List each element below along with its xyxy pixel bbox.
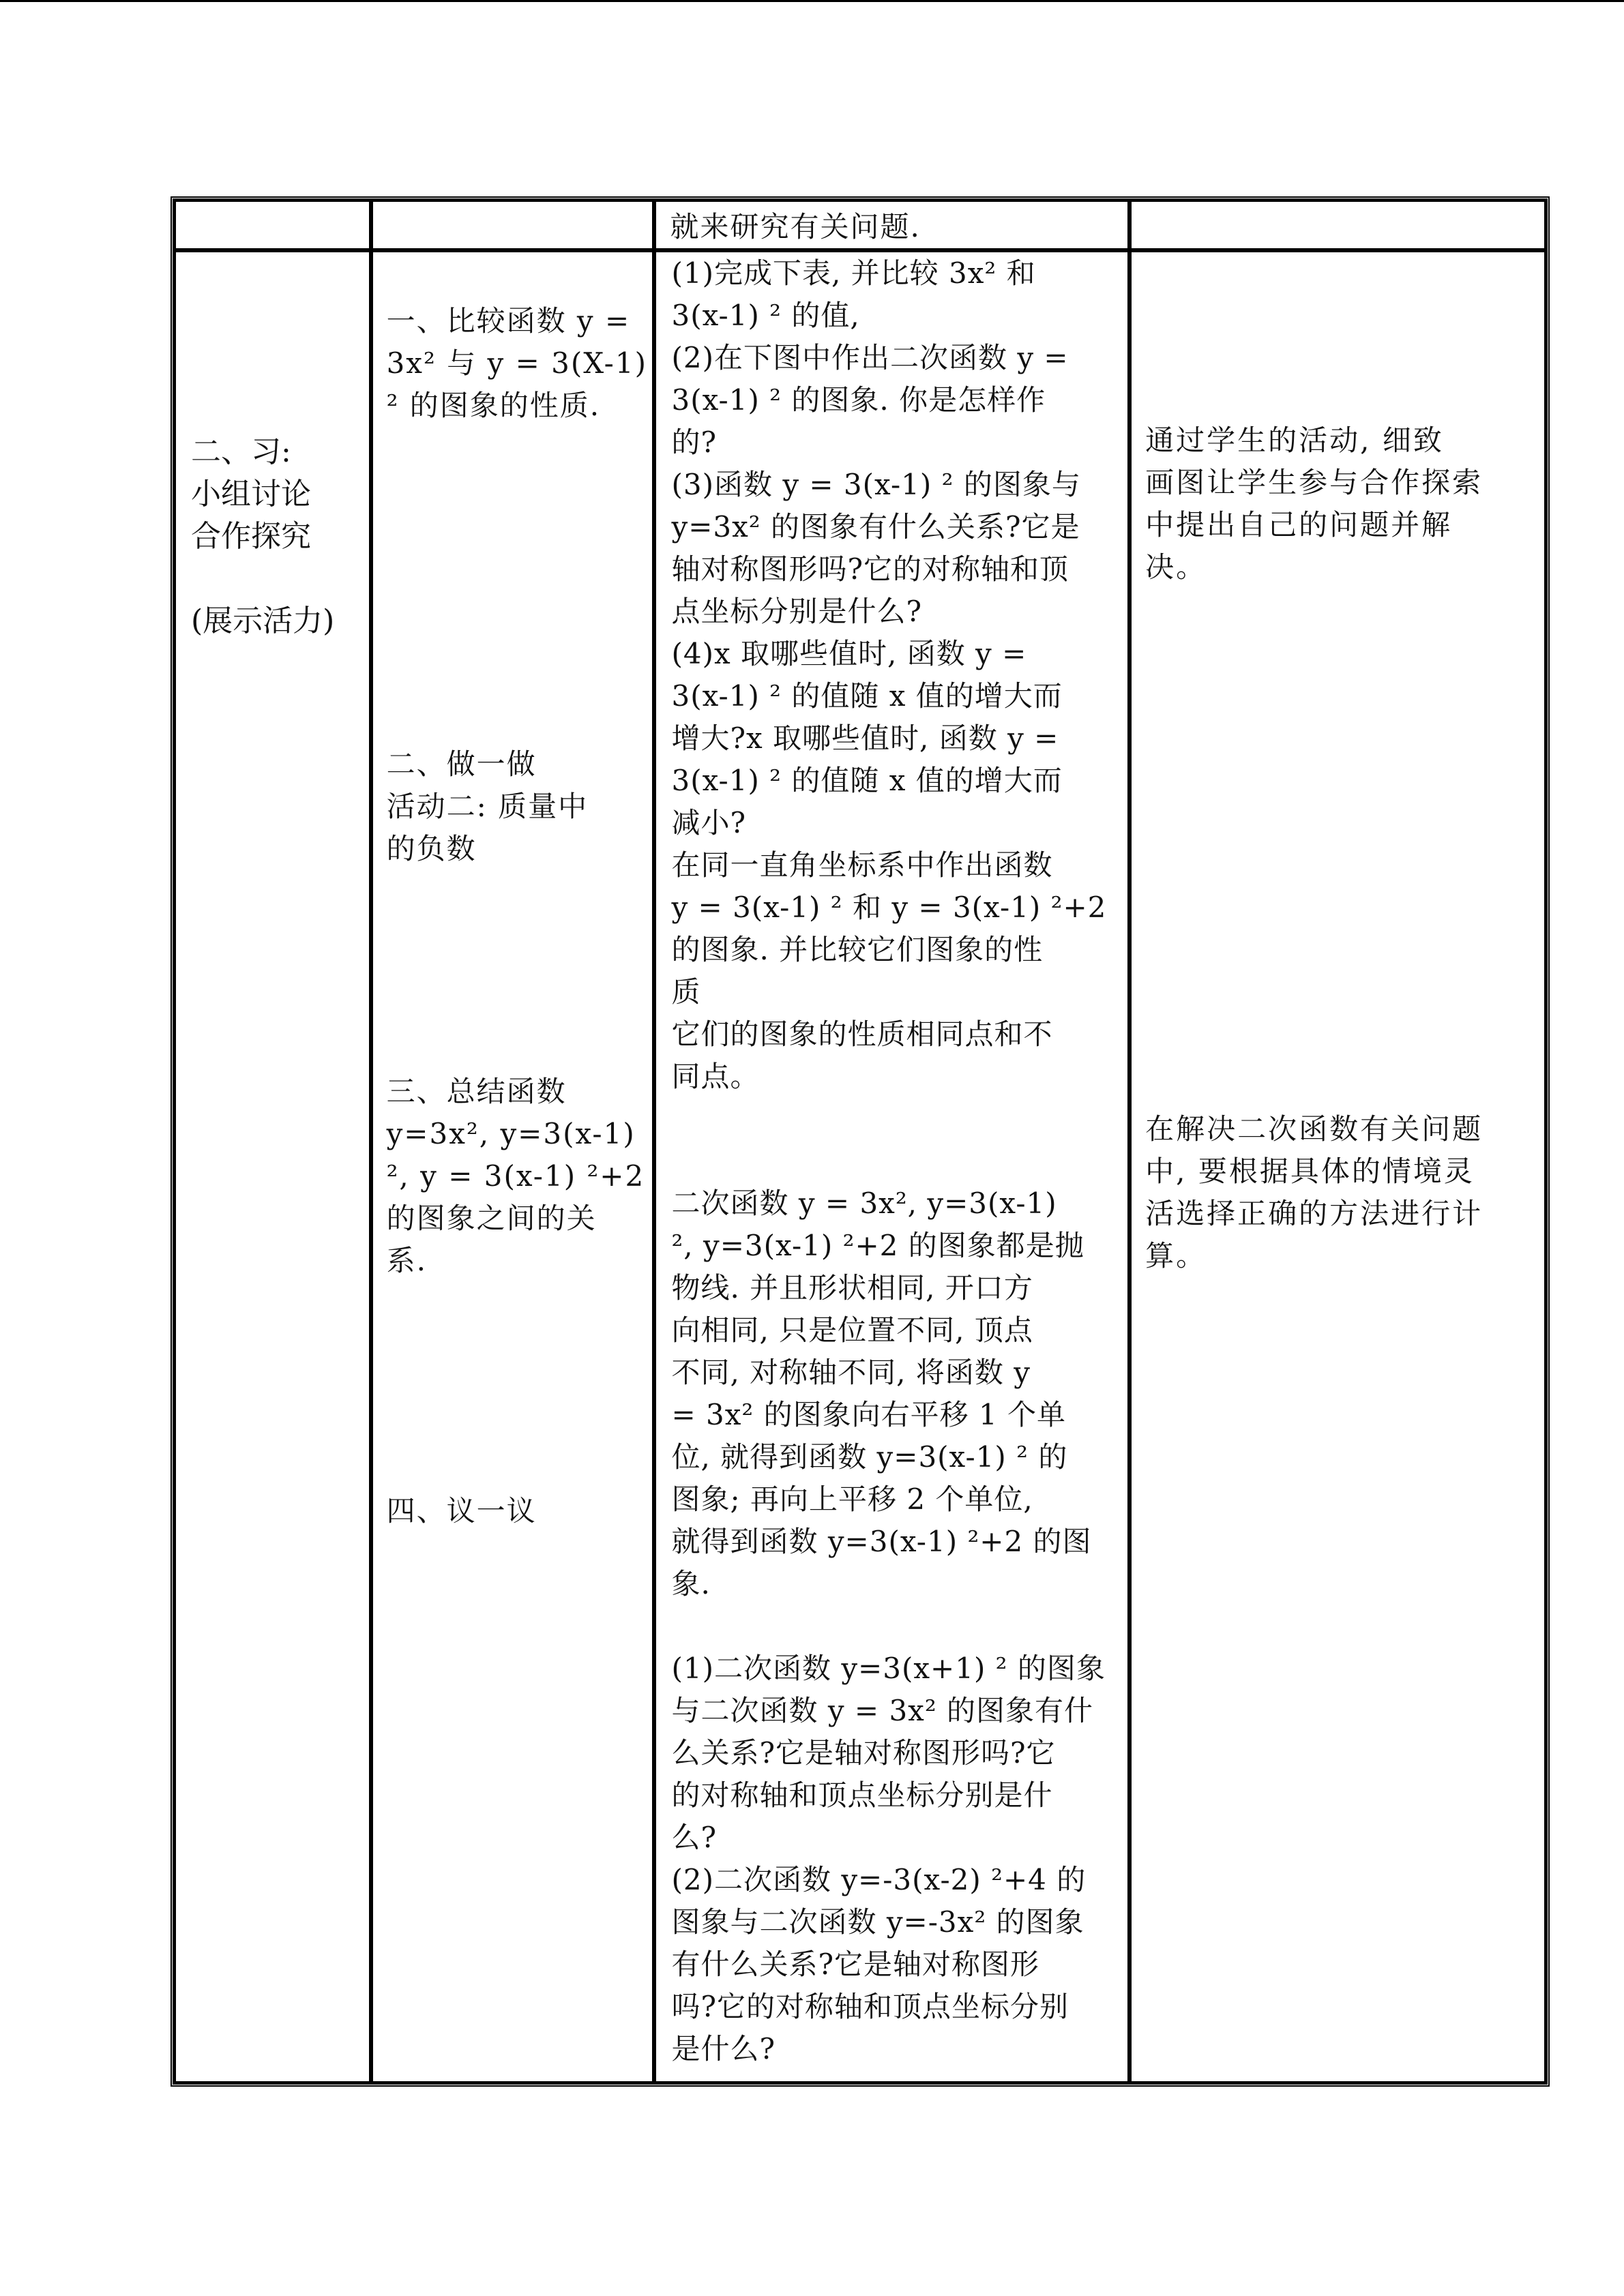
stage-cell-top-text bbox=[176, 202, 369, 206]
topic-compare-functions: 一、比较函数 y = 3x² 与 y = 3(X-1) ² 的图象的性质. bbox=[386, 304, 647, 422]
topic-try-it: 二、做一做 活动二: 质量中 的负数 bbox=[386, 747, 589, 865]
page-top-border bbox=[0, 0, 1624, 2]
activity-content-text: (1)完成下表, 并比较 3x² 和 3(x-1) ² 的值, (2)在下图中作出二次函数 y = 3(x-1) ² 的图象. 你是怎样作 的? (3)函数 y = 3(x-1) ² 的图象与 y=3x² 的图象有什么关系?它是 轴对称图形吗?它的对称轴和顶 点坐标分别是什么? (4)x 取哪些值时, 函数 y = 3(x-1) ² 的值随 x 值的增大而 增大?x 取哪些值时, 函数 y = 3(x-1) ² 的值随 x 值的增大而 减小? 在同一直角坐标系中作出函数 y = 3(x-1) ² 和 y = 3(x-1) ²+2 的图象. 并比较它们图象的性 质 它们的图象的性质相同点和不 同点。 二次函数 y = 3x², y=3(x-1) ², y=3(x-1) ²+2 的图象都是抛 物线. 并且形状相同, 开口方 向相同, 只是位置不同, 顶点 不同, 对称轴不同, 将函数 y = 3x² 的图象向右平移 1 个单 位, 就得到函数 y=3(x-1) ² 的 图象; 再向上平移 2 个单位, 就得到函数 y=3(x-1) ²+2 的图 象. (1)二次函数 y=3(x+1) ² 的图象 与二次函数 y = 3x² 的图象有什 么关系?它是轴对称图形吗?它 的对称轴和顶点坐标分别是什 么? (2)二次函数 y=-3(x-2) ²+4 的 图象与二次函数 y=-3x² 的图象 有什么关系?它是轴对称图形 吗?它的对称轴和顶点坐标分别 是什么? bbox=[671, 256, 1107, 2066]
intent-cell-top-text bbox=[1132, 202, 1544, 206]
topic-cell-top bbox=[371, 200, 655, 250]
intent-cell-top bbox=[1130, 200, 1546, 250]
table-row bbox=[174, 200, 1546, 250]
topic-summary: 三、总结函数 y=3x², y=3(x-1) ², y = 3(x-1) ²+2 的图象之间的关 系. bbox=[386, 1075, 645, 1277]
content-cell-top bbox=[654, 200, 1130, 250]
table-row bbox=[174, 250, 1546, 2083]
topic-cell-top-text bbox=[373, 202, 653, 206]
stage-cell-top bbox=[174, 200, 371, 250]
stage-line: 小组讨论 bbox=[191, 477, 311, 511]
topic-discuss: 四、议一议 bbox=[386, 1494, 537, 1527]
stage-line: 合作探究 bbox=[191, 519, 311, 554]
stage-label bbox=[191, 431, 334, 642]
content-cell-top-text: 就来研究有关问题. bbox=[670, 210, 921, 243]
content-cell bbox=[654, 250, 1130, 2083]
stage-line: (展示活力) bbox=[191, 603, 335, 638]
design-intent-1: 通过学生的活动, 细致 画图让学生参与合作探索 中提出自己的问题并解 决。 bbox=[1145, 423, 1483, 584]
topic-cell bbox=[371, 250, 655, 2083]
stage-line: 二、习: bbox=[191, 434, 291, 469]
lesson-plan-table bbox=[171, 196, 1550, 2087]
stage-cell bbox=[174, 250, 371, 2083]
design-intent-2: 在解决二次函数有关问题 中, 要根据具体的情境灵 活选择正确的方法进行计 算。 bbox=[1145, 1112, 1483, 1272]
intent-cell bbox=[1130, 250, 1546, 2083]
